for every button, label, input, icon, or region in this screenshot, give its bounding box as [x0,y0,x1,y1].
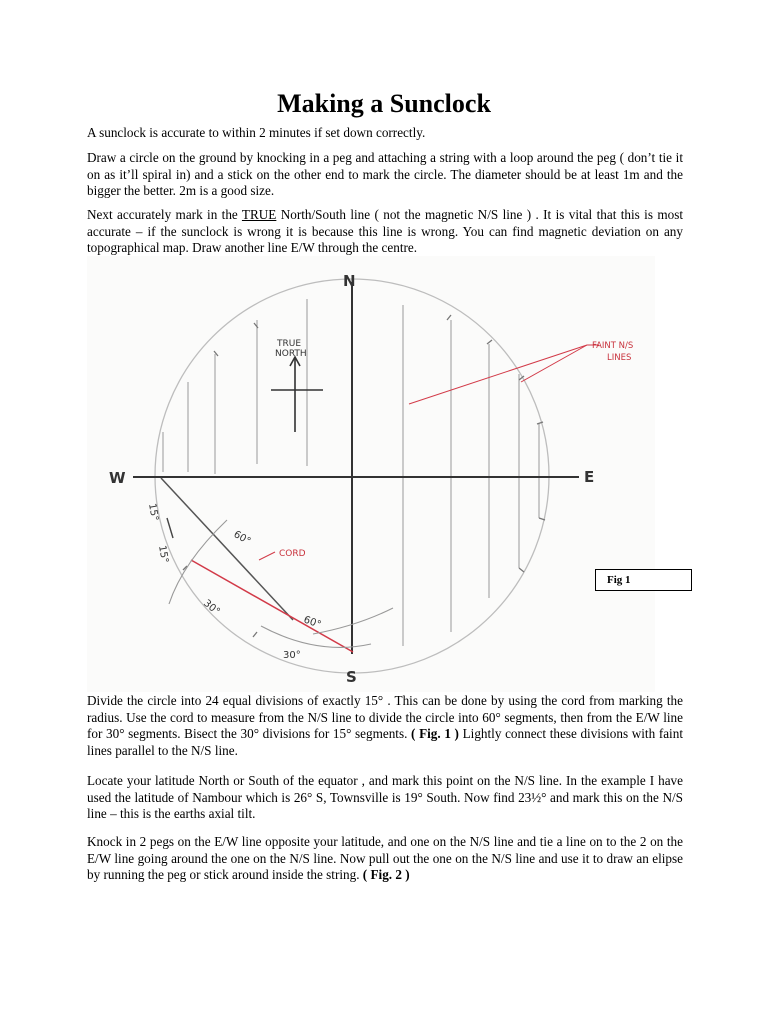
cord-pointer [259,552,275,560]
p3-after: North/South line ( not the magnetic N/S line ) . It is vital that this is most accurate – if the sunclock is wrong it is because this line is wrong. You can find magnetic deviation on any topographical map. Draw another line E/W through the centre. [87,207,683,256]
faint-lines-callout [409,345,599,404]
sunclock-diagram [87,256,655,692]
figure-caption: Fig 1 [595,569,692,591]
deg-60-upper: 60° [231,529,253,548]
p3-before: Next accurately mark in the [87,207,242,222]
west-label: W [109,469,126,487]
faint-lines-label-2: LINES [607,353,632,363]
faint-lines-label-1: FAINT N/S [592,341,634,351]
deg-15-upper: 15° [146,502,160,522]
cord-label: CORD [279,549,306,559]
deg-60-lower: 60° [301,614,323,631]
true-north-label-1: TRUE [277,339,302,349]
page-title: Making a Sunclock [277,89,491,118]
true-word: TRUE [241,207,277,222]
tick-15 [167,518,173,538]
latitude-paragraph: Locate your latitude North or South of the equator , and mark this point on the N/S line. In the example I have used the latitude of Nambour which is 26° S, Townsville is 19° South. Now find 23½° and mark this on the N/S line – this is the earths axial tilt. [87,773,683,822]
deg-15-lower: 15° [156,544,170,564]
divide-circle-paragraph [87,693,683,759]
north-south-paragraph [87,207,683,257]
fig2-reference: ( Fig. 2 ) [362,867,410,883]
deg-30-left: 30° [201,597,222,618]
p4-text-1: Divide the circle into 24 equal divisions of exactly 15° . This can be done by using the cord from marking the radius. Use the cord to measure from the N/S line to divide the circle into 60° segments, then from the E/W line for 30° segments. Bisect the 30° divisions for 15° segments. [87,693,683,742]
north-label: N [343,272,356,290]
south-label: S [346,668,357,686]
arc-inner [169,520,227,604]
p4-text-2: Lightly connect these divisions with faint lines parallel to the N/S line. [87,726,683,758]
east-label: E [584,468,595,486]
true-north-arrow [271,357,323,432]
fig1-reference: ( Fig. 1 ) [411,726,459,742]
deg-30-bottom: 30° [283,650,301,661]
sunclock-figure [87,256,655,692]
true-north-label-2: NORTH [275,349,307,359]
cord-line-dark [161,478,293,620]
p6-text-1: Knock in 2 pegs on the E/W line opposite your latitude, and one on the N/S line and tie a line on to the 2 on the E/W line going around the one on the N/S line. Now pull out the one on the N/S line and use it to draw an elipse by running the peg or stick around inside the string. [87,834,683,883]
ellipse-paragraph [87,834,683,884]
circle-paragraph: Draw a circle on the ground by knocking in a peg and attaching a string with a loop around the peg ( don’t tie it on as it’ll spiral in) and a stick on the other end to mark the circle. The diameter should be at least 1m and the bigger the better. 2m is a good size. [87,150,683,199]
intro-paragraph: A sunclock is accurate to within 2 minutes if set down correctly. [87,125,426,140]
